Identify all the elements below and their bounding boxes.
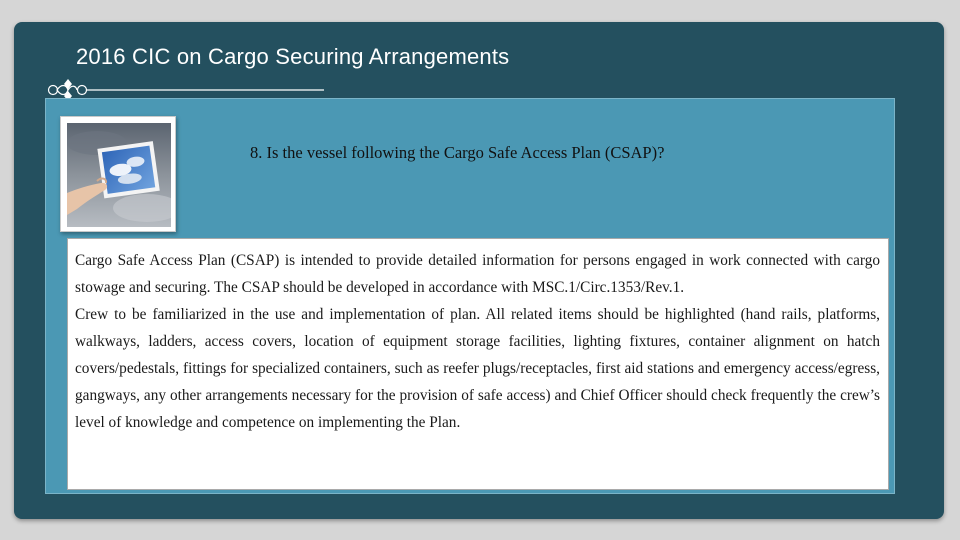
body-paragraph-crew-familiarization: Crew to be familiarized in the use and implementation of plan. All related items should be highlighted (hand rails, platforms, walkways, ladders, access covers, location of equipment storage facilities, lighting fixtures, container alignment on hatch covers/pedestals, fittings for specialized containers, such as reefer plugs/receptacles, first aid stations and emergency access/egress, gangways, any other arrangements necessary for the provision of safe access) and Chief Officer should check frequently the crew’s level of knowledge and competence on implementing the Plan. (75, 306, 880, 431)
photo-frame (60, 116, 176, 232)
question-heading: 8. Is the vessel following the Cargo Safe Access Plan (CSAP)? (250, 143, 665, 162)
body-paragraph-csap-definition: Cargo Safe Access Plan (CSAP) is intended to provide detailed information for persons engaged in work connected with cargo stowage and securing. The CSAP should be developed in accordance with MSC.1/Circ.1353/Rev.1. (75, 252, 880, 296)
sky-photo-in-hand-icon (67, 123, 171, 227)
slide-title: 2016 CIC on Cargo Securing Arrangements (76, 44, 510, 69)
body-text-box (67, 238, 889, 490)
